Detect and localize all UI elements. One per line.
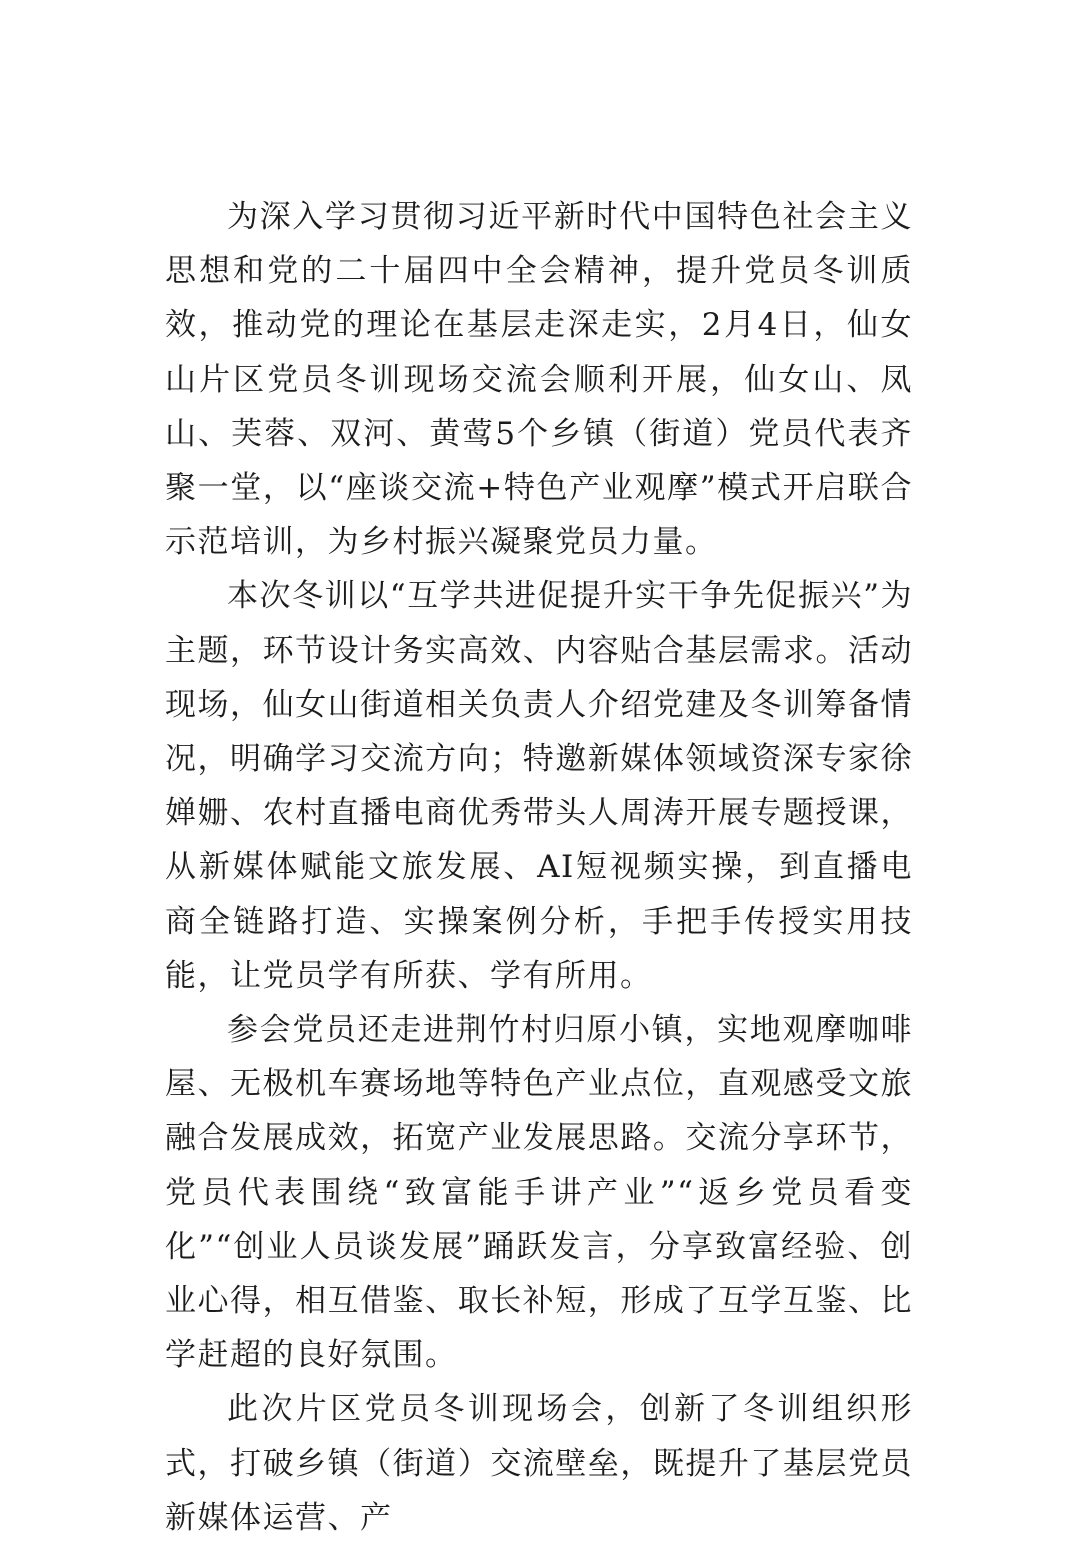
article-body <box>165 190 913 1545</box>
paragraph-3: 参会党员还走进荆竹村归原小镇，实地观摩咖啡屋、无极机车赛场地等特色产业点位，直观感受文旅融合发展成效，拓宽产业发展思路。交流分享环节，党员代表围绕“致富能手讲产业”“返乡党员看变化”“创业人员谈发展”踊跃发言，分享致富经验、创业心得，相互借鉴、取长补短，形成了互学互鉴、比学赶超的良好氛围。 <box>165 1012 913 1374</box>
paragraph-4: 此次片区党员冬训现场会，创新了冬训组织形式，打破乡镇（街道）交流壁垒，既提升了基层党员新媒体运营、产 <box>165 1391 913 1536</box>
paragraph-1: 为深入学习贯彻习近平新时代中国特色社会主义思想和党的二十届四中全会精神，提升党员冬训质效，推动党的理论在基层走深走实，2月4日，仙女山片区党员冬训现场交流会顺利开展，仙女山、凤山、芙蓉、双河、黄莺5个乡镇（街道）党员代表齐聚一堂，以“座谈交流+特色产业观摩”模式开启联合示范培训，为乡村振兴凝聚党员力量。 <box>165 199 913 561</box>
paragraph-2: 本次冬训以“互学共进促提升实干争先促振兴”为主题，环节设计务实高效、内容贴合基层需求。活动现场，仙女山街道相关负责人介绍党建及冬训筹备情况，明确学习交流方向；特邀新媒体领域资深专家徐婵姗、农村直播电商优秀带头人周涛开展专题授课，从新媒体赋能文旅发展、AI短视频实操，到直播电商全链路打造、实操案例分析，手把手传授实用技能，让党员学有所获、学有所用。 <box>165 578 913 994</box>
